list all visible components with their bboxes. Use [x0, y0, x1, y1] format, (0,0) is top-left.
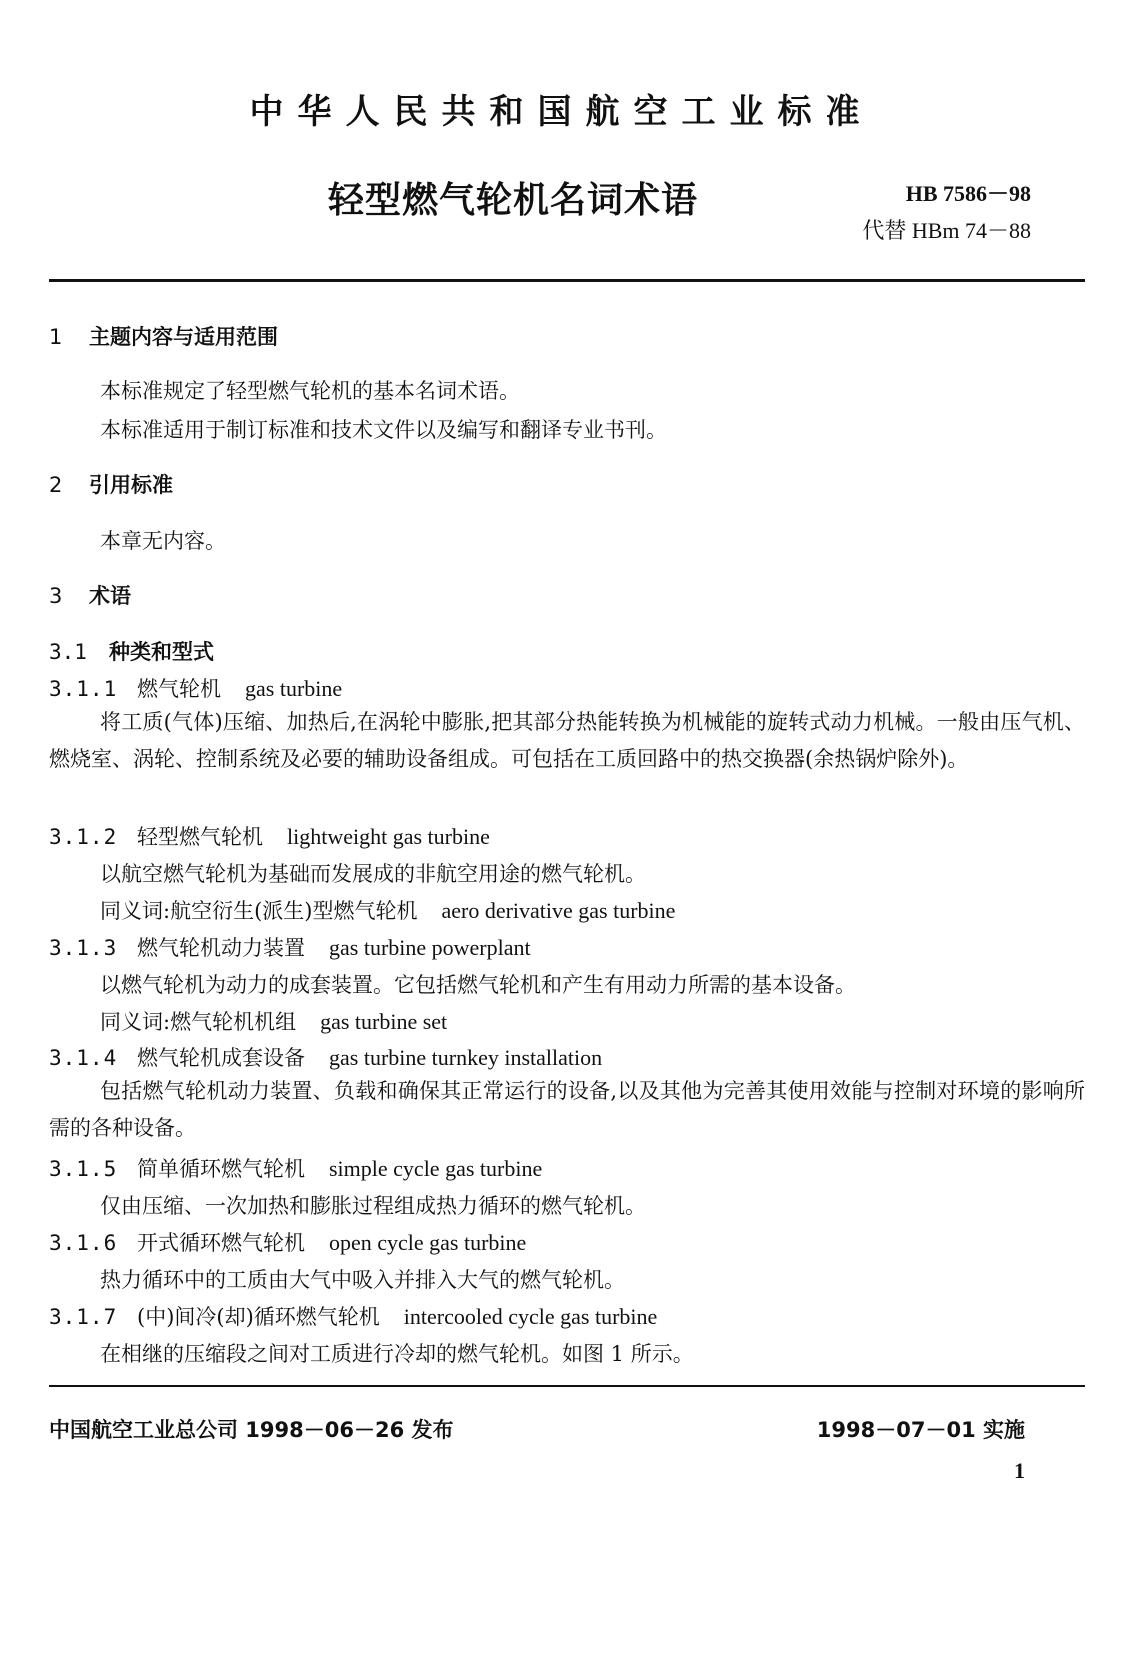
- term-chinese: 燃气轮机: [137, 677, 221, 701]
- footer-divider: [49, 1385, 1085, 1387]
- synonym-chinese: 同义词:航空衍生(派生)型燃气轮机: [100, 899, 418, 923]
- term-3-1-6-definition: 热力循环中的工质由大气中吸入并排入大气的燃气轮机。: [100, 1268, 625, 1292]
- section-2-paragraph: 本章无内容。: [100, 529, 226, 553]
- term-english: gas turbine turnkey installation: [329, 1045, 603, 1070]
- section-title: 引用标准: [89, 473, 173, 497]
- term-english: gas turbine: [245, 676, 343, 701]
- section-number: 2: [49, 473, 63, 497]
- replaces-standard: 代替 HBm 74－88: [862, 218, 1031, 243]
- document-title: 轻型燃气轮机名词术语: [328, 180, 699, 221]
- section-number: 1: [49, 325, 63, 349]
- term-number: 3.1.7: [49, 1305, 118, 1329]
- term-number: 3.1.1: [49, 677, 118, 701]
- term-chinese: (中)间冷(却)循环燃气轮机: [137, 1305, 380, 1329]
- synonym-english: gas turbine set: [320, 1009, 448, 1034]
- section-3-heading: [49, 580, 131, 610]
- subsection-3-1-heading: [49, 636, 214, 666]
- term-3-1-4: [49, 1042, 602, 1072]
- term-3-1-1: [49, 673, 342, 703]
- synonym-chinese: 同义词:燃气轮机机组: [100, 1010, 297, 1034]
- term-number: 3.1.5: [49, 1157, 118, 1181]
- term-english: simple cycle gas turbine: [329, 1156, 543, 1181]
- term-english: gas turbine powerplant: [329, 935, 531, 960]
- term-number: 3.1.6: [49, 1231, 118, 1255]
- term-english: intercooled cycle gas turbine: [403, 1304, 658, 1329]
- standard-number: HB 7586－98: [905, 181, 1031, 206]
- effective-date: 1998－07－01 实施: [816, 1418, 1025, 1442]
- standard-category: 中华人民共和国航空工业标准: [249, 92, 874, 132]
- term-3-1-2-definition: 以航空燃气轮机为基础而发展成的非航空用途的燃气轮机。: [100, 862, 646, 886]
- term-number: 3.1.2: [49, 825, 118, 849]
- section-1-paragraph-1: 本标准规定了轻型燃气轮机的基本名词术语。: [100, 379, 520, 403]
- term-3-1-2: [49, 821, 490, 851]
- term-number: 3.1.3: [49, 936, 118, 960]
- term-3-1-4-definition: 包括燃气轮机动力装置、负载和确保其正常运行的设备,以及其他为完善其使用效能与控制对环境的影响所需的各种设备。: [49, 1079, 1085, 1140]
- section-title: 主题内容与适用范围: [89, 325, 278, 349]
- term-english: open cycle gas turbine: [329, 1230, 527, 1255]
- section-title: 术语: [89, 584, 131, 608]
- section-number: 3: [49, 584, 63, 608]
- subsection-title: 种类和型式: [109, 640, 214, 664]
- term-3-1-1-definition: 将工质(气体)压缩、加热后,在涡轮中膨胀,把其部分热能转换为机械能的旋转式动力机械。一般由压气机、燃烧室、涡轮、控制系统及必要的辅助设备组成。可包括在工质回路中的热交换器(余热锅炉除外)。: [49, 710, 1085, 771]
- term-3-1-5: [49, 1153, 542, 1183]
- section-1-paragraph-2: 本标准适用于制订标准和技术文件以及编写和翻译专业书刊。: [100, 418, 667, 442]
- term-chinese: 燃气轮机成套设备: [137, 1046, 305, 1070]
- section-2-heading: [49, 469, 173, 499]
- term-3-1-6: [49, 1227, 526, 1257]
- term-3-1-3-synonym: [100, 1006, 447, 1036]
- section-1-heading: [49, 321, 278, 351]
- term-3-1-7: [49, 1301, 657, 1331]
- term-chinese: 轻型燃气轮机: [137, 825, 263, 849]
- term-3-1-5-definition: 仅由压缩、一次加热和膨胀过程组成热力循环的燃气轮机。: [100, 1194, 646, 1218]
- header-divider: [49, 279, 1085, 282]
- synonym-english: aero derivative gas turbine: [441, 898, 676, 923]
- term-english: lightweight gas turbine: [287, 824, 490, 849]
- subsection-number: 3.1: [49, 640, 87, 664]
- term-3-1-3: [49, 932, 531, 962]
- term-chinese: 燃气轮机动力装置: [137, 936, 305, 960]
- term-3-1-7-definition: 在相继的压缩段之间对工质进行冷却的燃气轮机。如图 1 所示。: [100, 1342, 694, 1366]
- term-chinese: 开式循环燃气轮机: [137, 1231, 305, 1255]
- term-3-1-2-synonym: [100, 895, 675, 925]
- issuer-release-date: 中国航空工业总公司 1998－06－26 发布: [49, 1418, 454, 1442]
- term-chinese: 简单循环燃气轮机: [137, 1157, 305, 1181]
- term-3-1-3-definition: 以燃气轮机为动力的成套装置。它包括燃气轮机和产生有用动力所需的基本设备。: [100, 973, 856, 997]
- term-number: 3.1.4: [49, 1046, 118, 1070]
- page-number: 1: [1014, 1458, 1025, 1483]
